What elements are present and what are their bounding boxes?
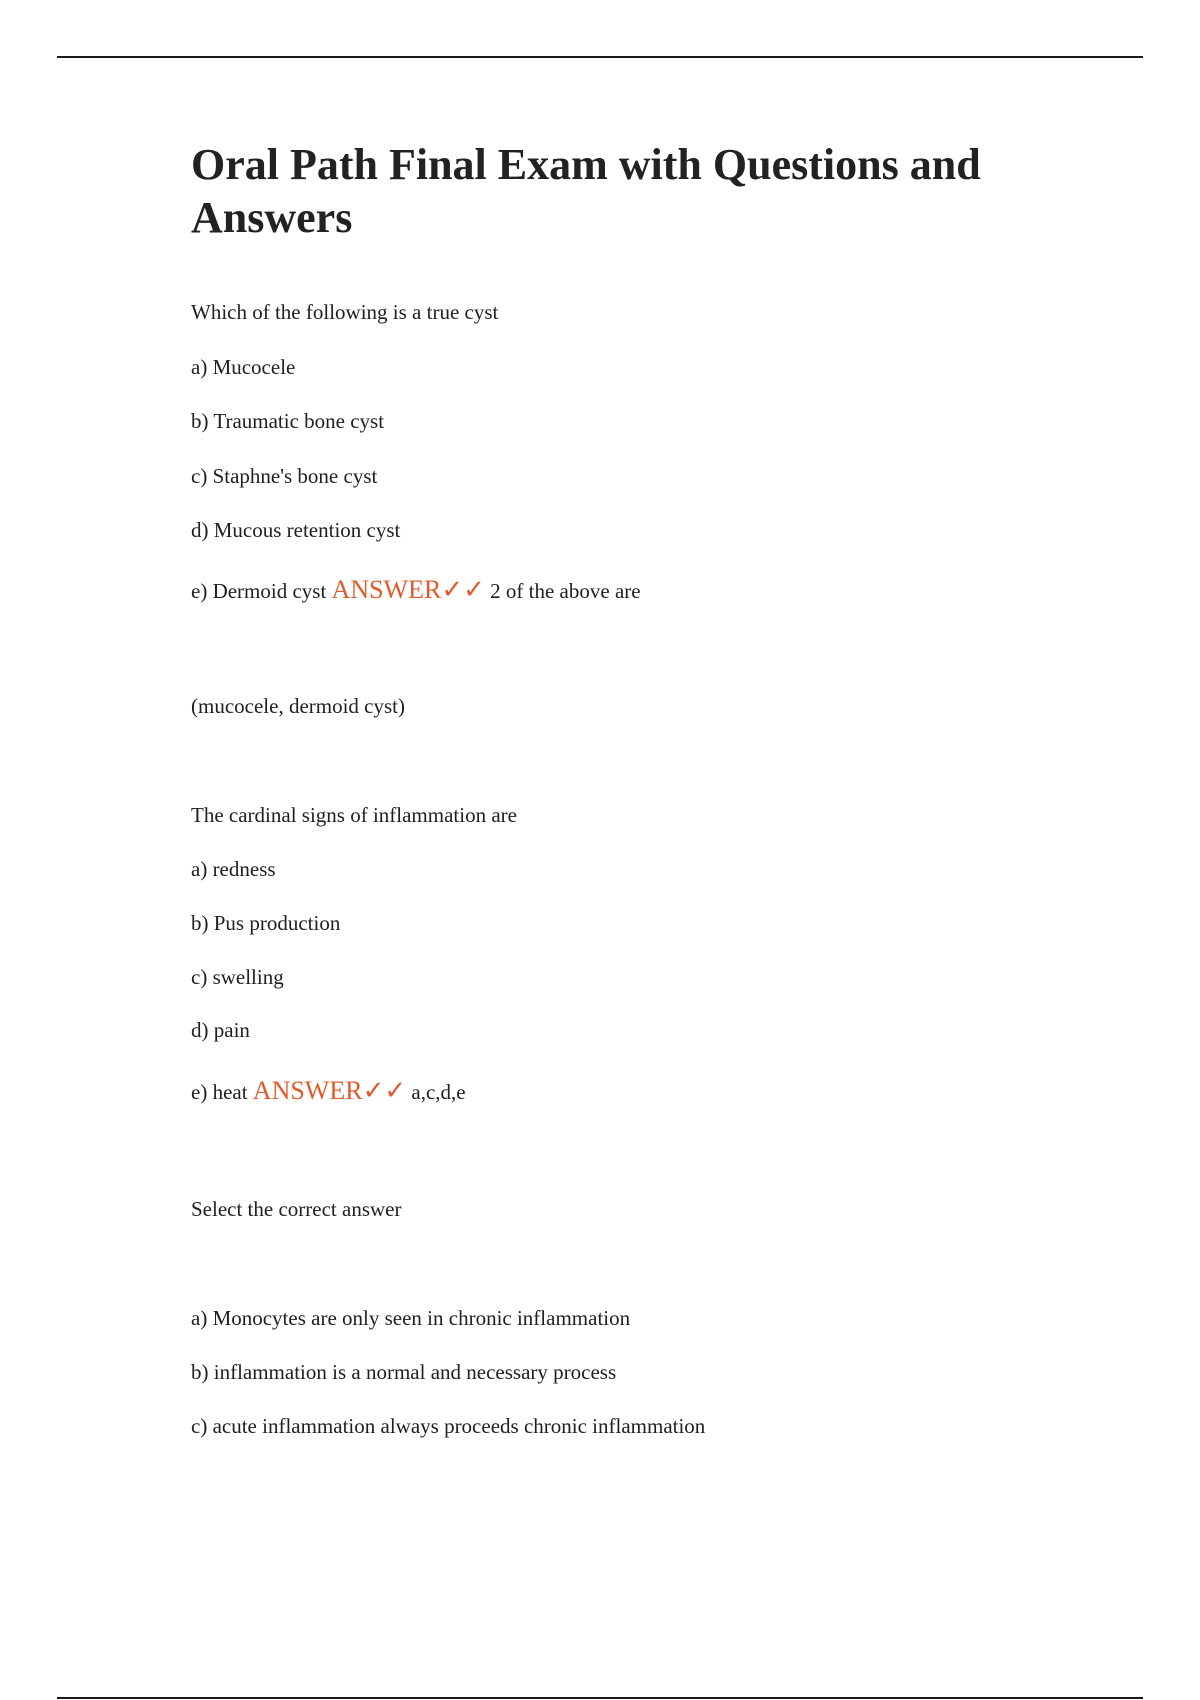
question-2-answer: a,c,d,e	[411, 1080, 466, 1104]
question-1-option-c: c) Staphne's bone cyst	[191, 464, 378, 488]
question-1-option-e: e) Dermoid cyst	[191, 579, 327, 603]
document-body	[191, 138, 1071, 1438]
footer-rule	[57, 1697, 1143, 1699]
question-1-option-d: d) Mucous retention cyst	[191, 518, 401, 542]
question-1-option-b: b) Traumatic bone cyst	[191, 409, 385, 433]
question-3-option-b: b) inflammation is a normal and necessary process	[191, 1360, 617, 1384]
question-2-option-e: e) heat	[191, 1080, 248, 1104]
question-2-option-a: a) redness	[191, 857, 276, 881]
question-1-answer-note: (mucocele, dermoid cyst)	[191, 694, 405, 718]
header-rule	[57, 56, 1143, 58]
question-2-option-b: b) Pus production	[191, 911, 341, 935]
question-3-option-a: a) Monocytes are only seen in chronic inflammation	[191, 1306, 631, 1330]
question-1-answer-line	[191, 577, 641, 604]
question-1-answer: 2 of the above are	[490, 579, 641, 603]
question-2-option-c: c) swelling	[191, 965, 284, 989]
answer-tag: ANSWER✓✓	[331, 575, 485, 604]
question-1-prompt: Which of the following is a true cyst	[191, 300, 499, 324]
question-2-answer-line	[191, 1078, 466, 1105]
document-title: Oral Path Final Exam with Questions and Answers	[191, 140, 981, 242]
question-3-option-c: c) acute inflammation always proceeds chronic inflammation	[191, 1414, 706, 1438]
question-1-option-a: a) Mucocele	[191, 355, 296, 379]
question-2-prompt: The cardinal signs of inflammation are	[191, 803, 517, 827]
question-3-prompt: Select the correct answer	[191, 1197, 402, 1221]
question-2-option-d: d) pain	[191, 1018, 250, 1042]
answer-tag: ANSWER✓✓	[252, 1076, 407, 1105]
